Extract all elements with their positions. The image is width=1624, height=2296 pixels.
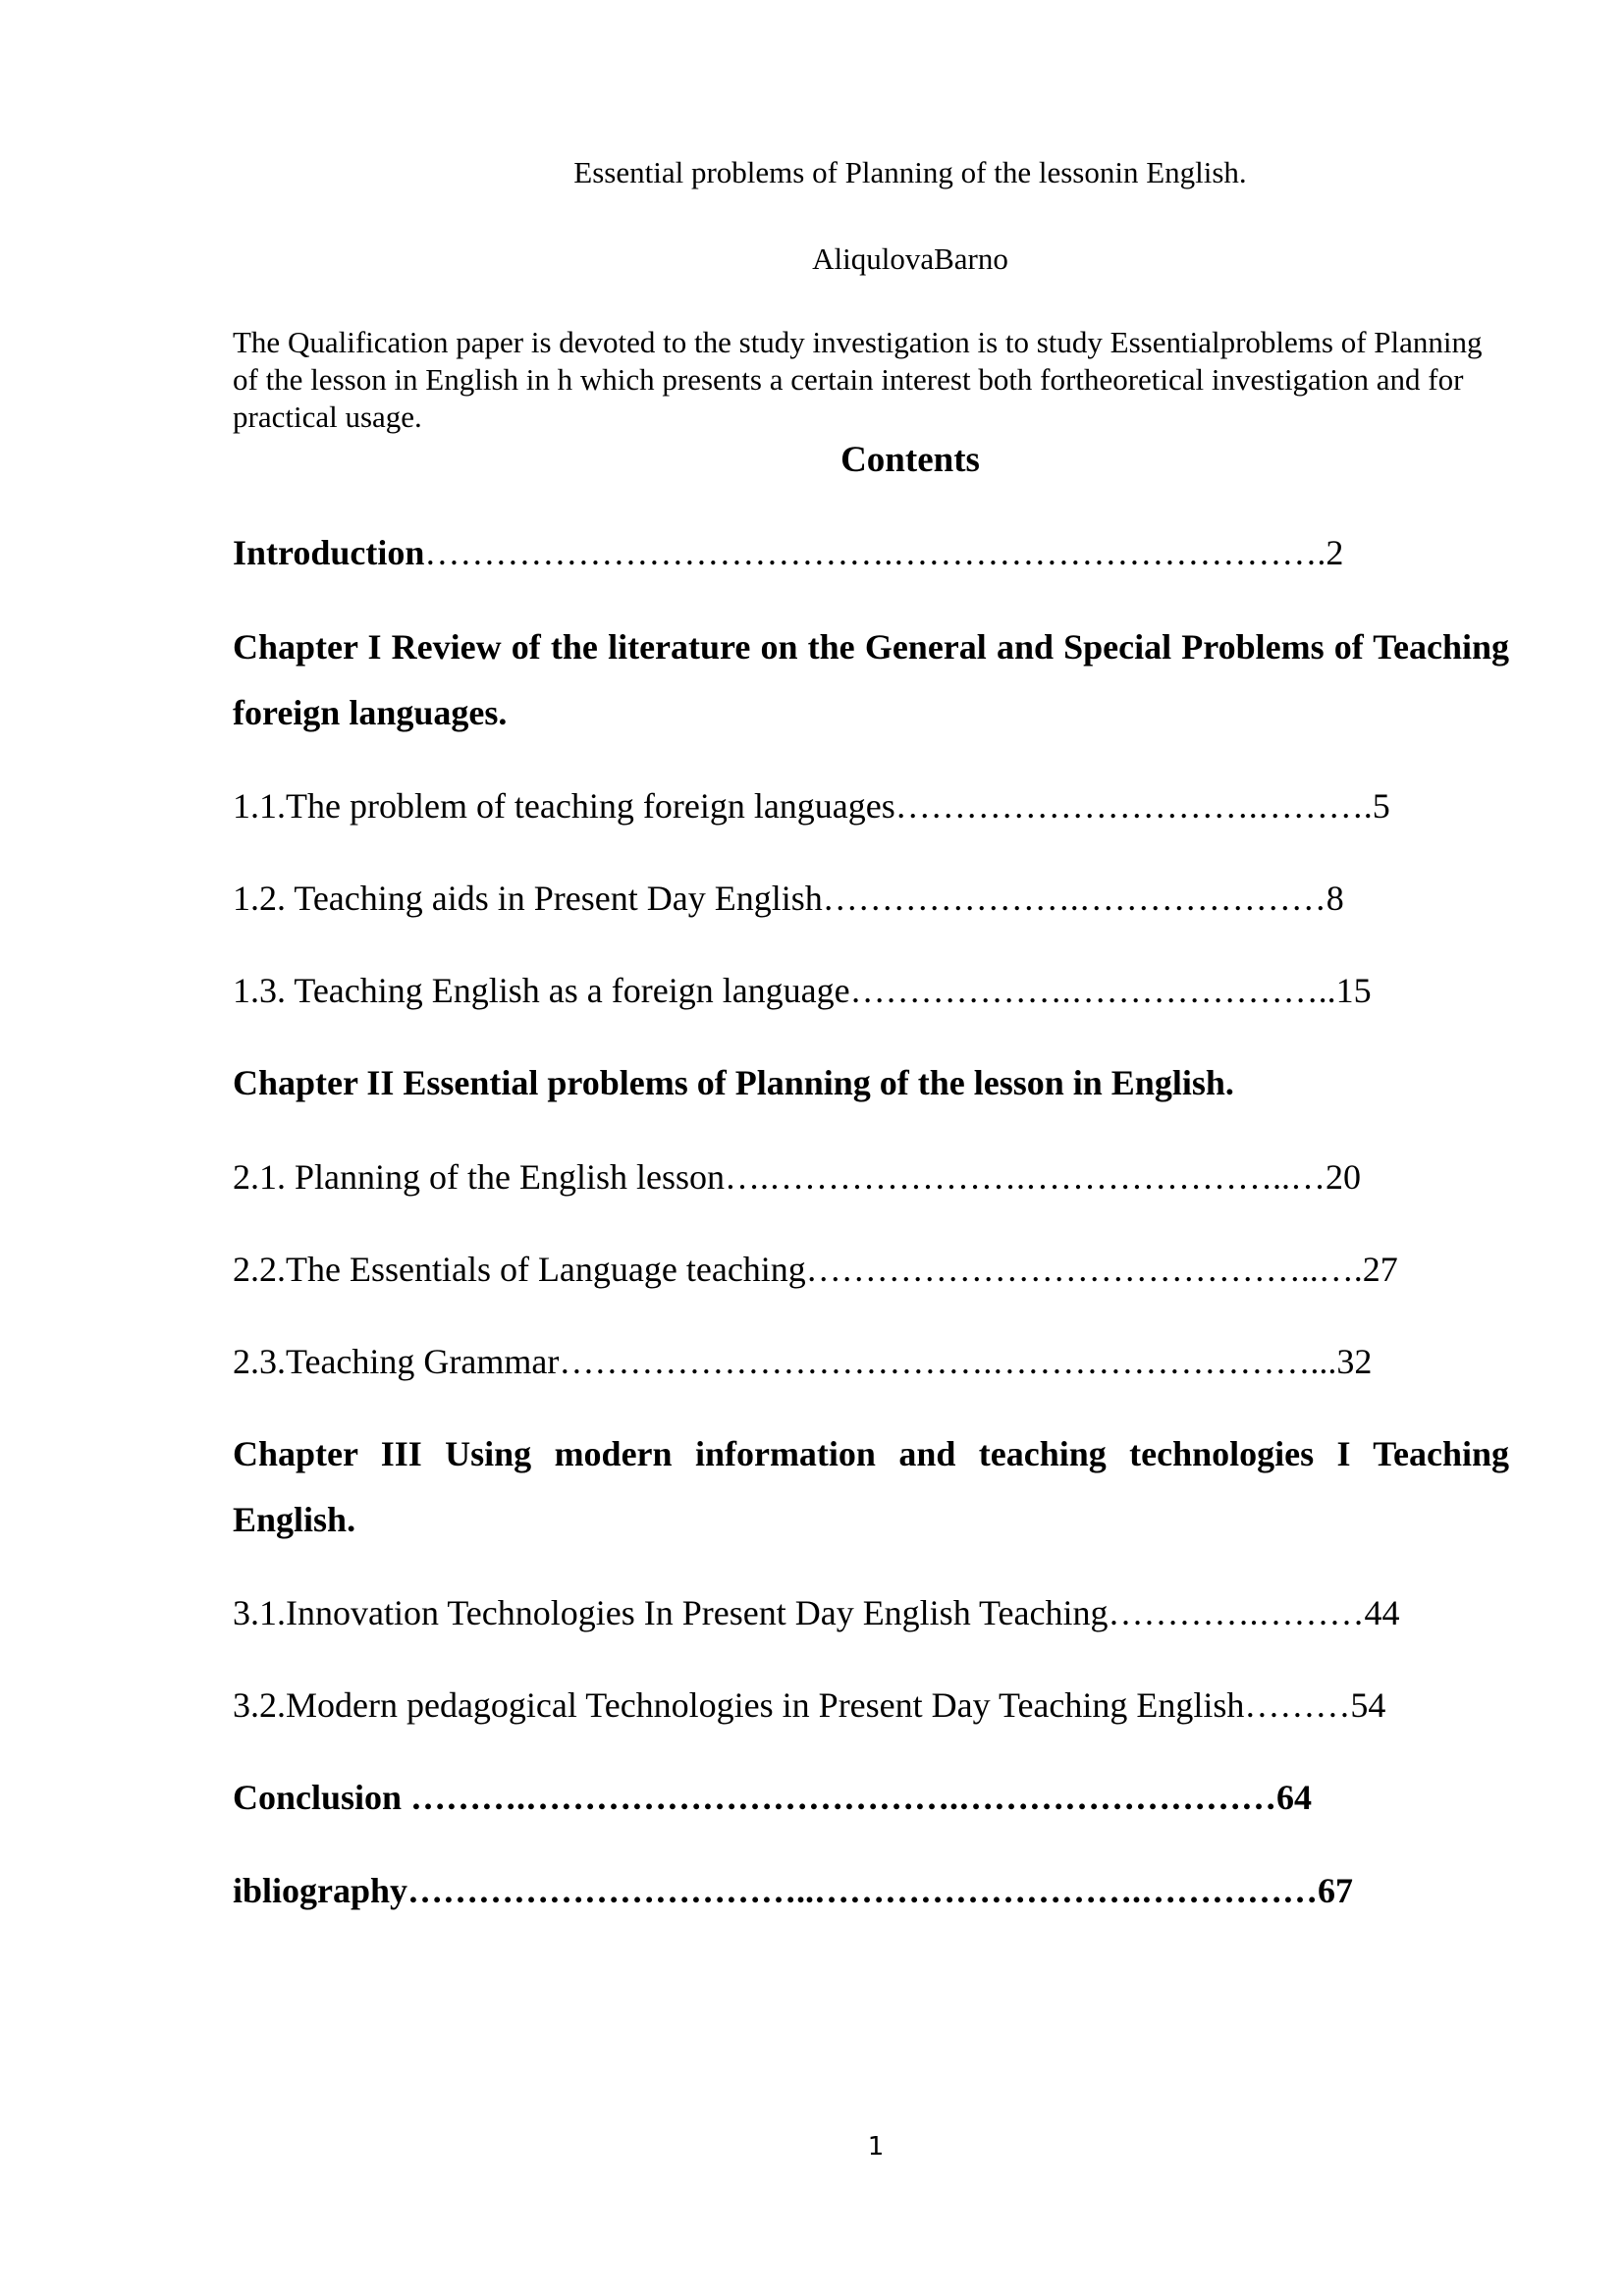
toc-introduction [233,530,1519,575]
document-author: AliqulovaBarno [812,241,1008,276]
document-abstract: The Qualification paper is devoted to the study investigation is to study Essentialproblems of Planning of the lesson in English in h which presents a certain interest both fortheoretical investigation and for practical usage. [233,325,1483,434]
toc-bibliography: ibliography……………………………..……………………….……………67 [233,1871,1354,1910]
toc-section-1-2: 1.2. Teaching aids in Present Day English………………….…………………8 [233,879,1344,918]
toc-section-1-1: 1.1.The problem of teaching foreign languages………………………….……….5 [233,786,1390,826]
toc-section-3-2: 3.2.Modern pedagogical Technologies in Present Day Teaching English………54 [233,1685,1386,1725]
toc-chapter-2: Chapter II Essential problems of Planning of the lesson in English. [233,1063,1234,1102]
toc-section-2-1: 2.1. Planning of the English lesson….………………….…………………..…20 [233,1157,1361,1197]
contents-heading: Contents [840,440,980,480]
document-title: Essential problems of Planning of the lessonin English. [573,155,1247,189]
toc-chapter-1: Chapter I Review of the literature on the General and Special Problems of Teaching foreign languages. [233,627,1509,732]
toc-section-2-2: 2.2.The Essentials of Language teaching……………………………………..….27 [233,1250,1398,1289]
page-number: 1 [867,2132,885,2162]
toc-conclusion: Conclusion ……….……………………………….………………………64 [233,1778,1313,1817]
toc-section-3-1: 3.1.Innovation Technologies In Present Day English Teaching………….………44 [233,1593,1400,1632]
toc-introduction-label: Introduction [233,533,425,572]
toc-section-1-3: 1.3. Teaching English as a foreign language……………….…………………..15 [233,971,1372,1010]
toc-section-2-3: 2.3.Teaching Grammar……………………………….………………………...32 [233,1342,1373,1381]
toc-introduction-dots: ………………………………….……………………………….2 [424,533,1344,572]
toc-chapter-3: Chapter III Using modern information and teaching technologies I Teaching English. [233,1434,1509,1539]
